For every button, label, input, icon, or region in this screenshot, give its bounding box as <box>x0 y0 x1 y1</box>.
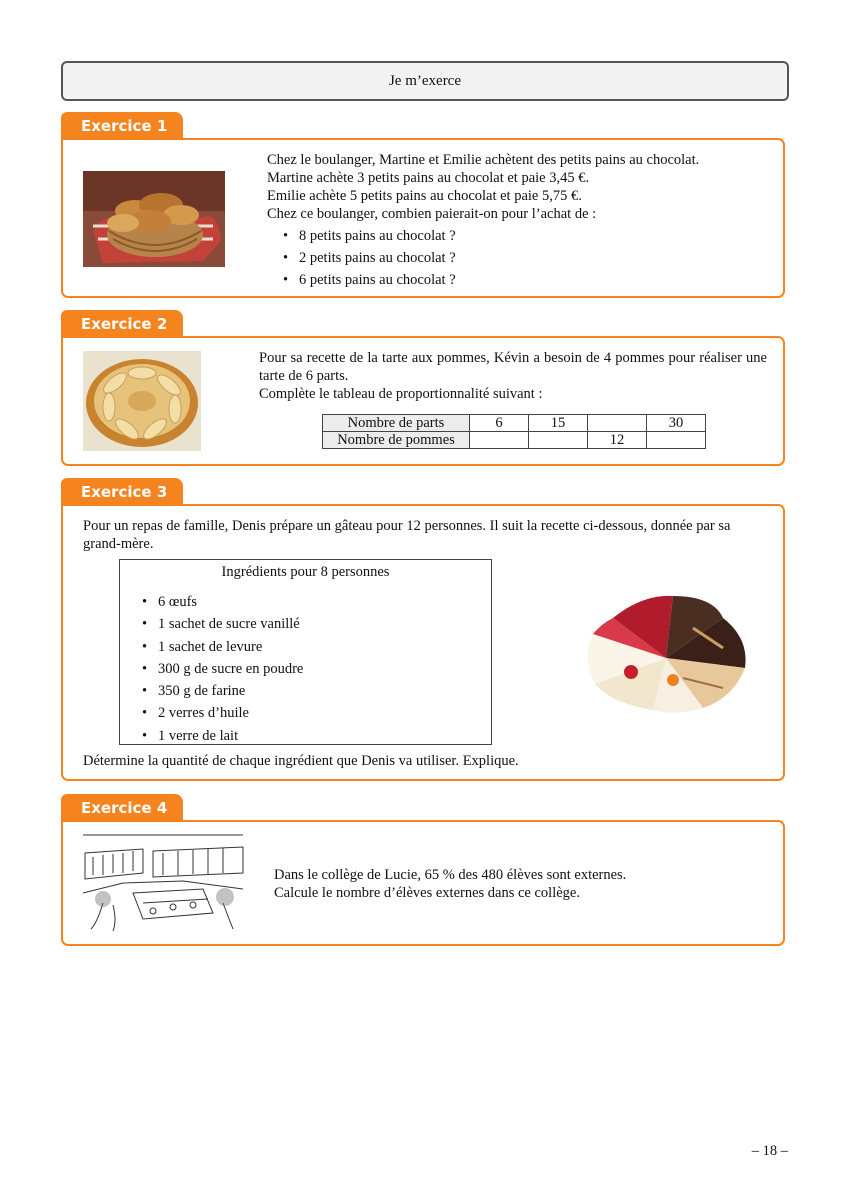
list-item: • 1 sachet de sucre vanillé <box>138 615 491 633</box>
exercise-4-line: Dans le collège de Lucie, 65 % des 480 élèves sont externes. <box>274 867 627 883</box>
exercise-4-box <box>61 820 785 946</box>
exercise-4-tab <box>61 794 179 822</box>
ingredients-box <box>119 559 492 745</box>
table-row-header: Nombre de pommes <box>323 432 470 449</box>
table-row-header: Nombre de parts <box>323 415 470 432</box>
page-number: – 18 – <box>751 1143 788 1159</box>
exercise-3-paragraph: Pour un repas de famille, Denis prépare un gâteau pour 12 personnes. Il suit la recette ci-dessous, donnée par sa grand-mère. <box>83 518 731 552</box>
list-item: • 1 verre de lait <box>138 727 491 745</box>
ingredients-list <box>138 593 491 745</box>
exercise-4-line: Calcule le nombre d’élèves externes dans ce collège. <box>274 885 580 901</box>
table-row <box>323 415 706 432</box>
section-title: Je m’exerce <box>388 72 462 89</box>
exercise-1-line: Martine achète 3 petits pains au chocolat et paie 3,45 €. <box>267 170 590 186</box>
exercise-1-line: Emilie achète 5 petits pains au chocolat et paie 5,75 €. <box>267 188 582 204</box>
cake-slices-image <box>573 588 759 716</box>
list-item: • 6 petits pains au chocolat ? <box>279 271 767 289</box>
ingredients-title: Ingrédients pour 8 personnes <box>221 564 390 580</box>
exercise-1-box <box>61 138 785 298</box>
table-cell <box>470 432 529 449</box>
list-item: • 300 g de sucre en poudre <box>138 660 491 678</box>
exercise-1-bullets <box>279 227 767 289</box>
croissant-basket-image <box>83 171 225 267</box>
exercise-3-box <box>61 504 785 781</box>
exercise-1-label: Exercice 1 <box>81 117 168 135</box>
table-cell <box>588 415 647 432</box>
school-courtyard-image <box>83 833 246 933</box>
exercise-1-text <box>267 151 767 289</box>
exercise-3-label: Exercice 3 <box>81 483 168 501</box>
table-cell: 30 <box>647 415 706 432</box>
table-cell <box>647 432 706 449</box>
table-cell <box>529 432 588 449</box>
proportionality-table <box>322 414 706 449</box>
table-row <box>323 432 706 449</box>
exercise-3-tab <box>61 478 179 506</box>
list-item: • 8 petits pains au chocolat ? <box>279 227 767 245</box>
list-item: • 2 verres d’huile <box>138 704 491 722</box>
list-item: • 2 petits pains au chocolat ? <box>279 249 767 267</box>
list-item: • 1 sachet de levure <box>138 638 491 656</box>
exercise-2-label: Exercice 2 <box>81 315 168 333</box>
exercise-2-paragraph: Pour sa recette de la tarte aux pommes, Kévin a besoin de 4 pommes pour réaliser une tarte de 6 parts. <box>259 350 767 384</box>
exercise-1-tab <box>61 112 179 140</box>
list-item: • 6 œufs <box>138 593 491 611</box>
exercise-4-label: Exercice 4 <box>81 799 168 817</box>
table-cell: 12 <box>588 432 647 449</box>
table-cell: 15 <box>529 415 588 432</box>
exercise-3-question: Détermine la quantité de chaque ingrédient que Denis va utiliser. Explique. <box>83 753 519 769</box>
exercise-4-text <box>274 866 764 902</box>
exercise-1-line: Chez ce boulanger, combien paierait-on pour l’achat de : <box>267 206 597 222</box>
exercise-2-text <box>259 349 767 403</box>
exercise-2-box <box>61 336 785 466</box>
apple-tart-image <box>83 351 201 451</box>
list-item: • 350 g de farine <box>138 682 491 700</box>
exercise-2-instruction: Complète le tableau de proportionnalité suivant : <box>259 386 543 402</box>
exercise-1-line: Chez le boulanger, Martine et Emilie achètent des petits pains au chocolat. <box>267 152 700 168</box>
exercise-2-tab <box>61 310 179 338</box>
table-cell: 6 <box>470 415 529 432</box>
section-header <box>61 61 789 101</box>
